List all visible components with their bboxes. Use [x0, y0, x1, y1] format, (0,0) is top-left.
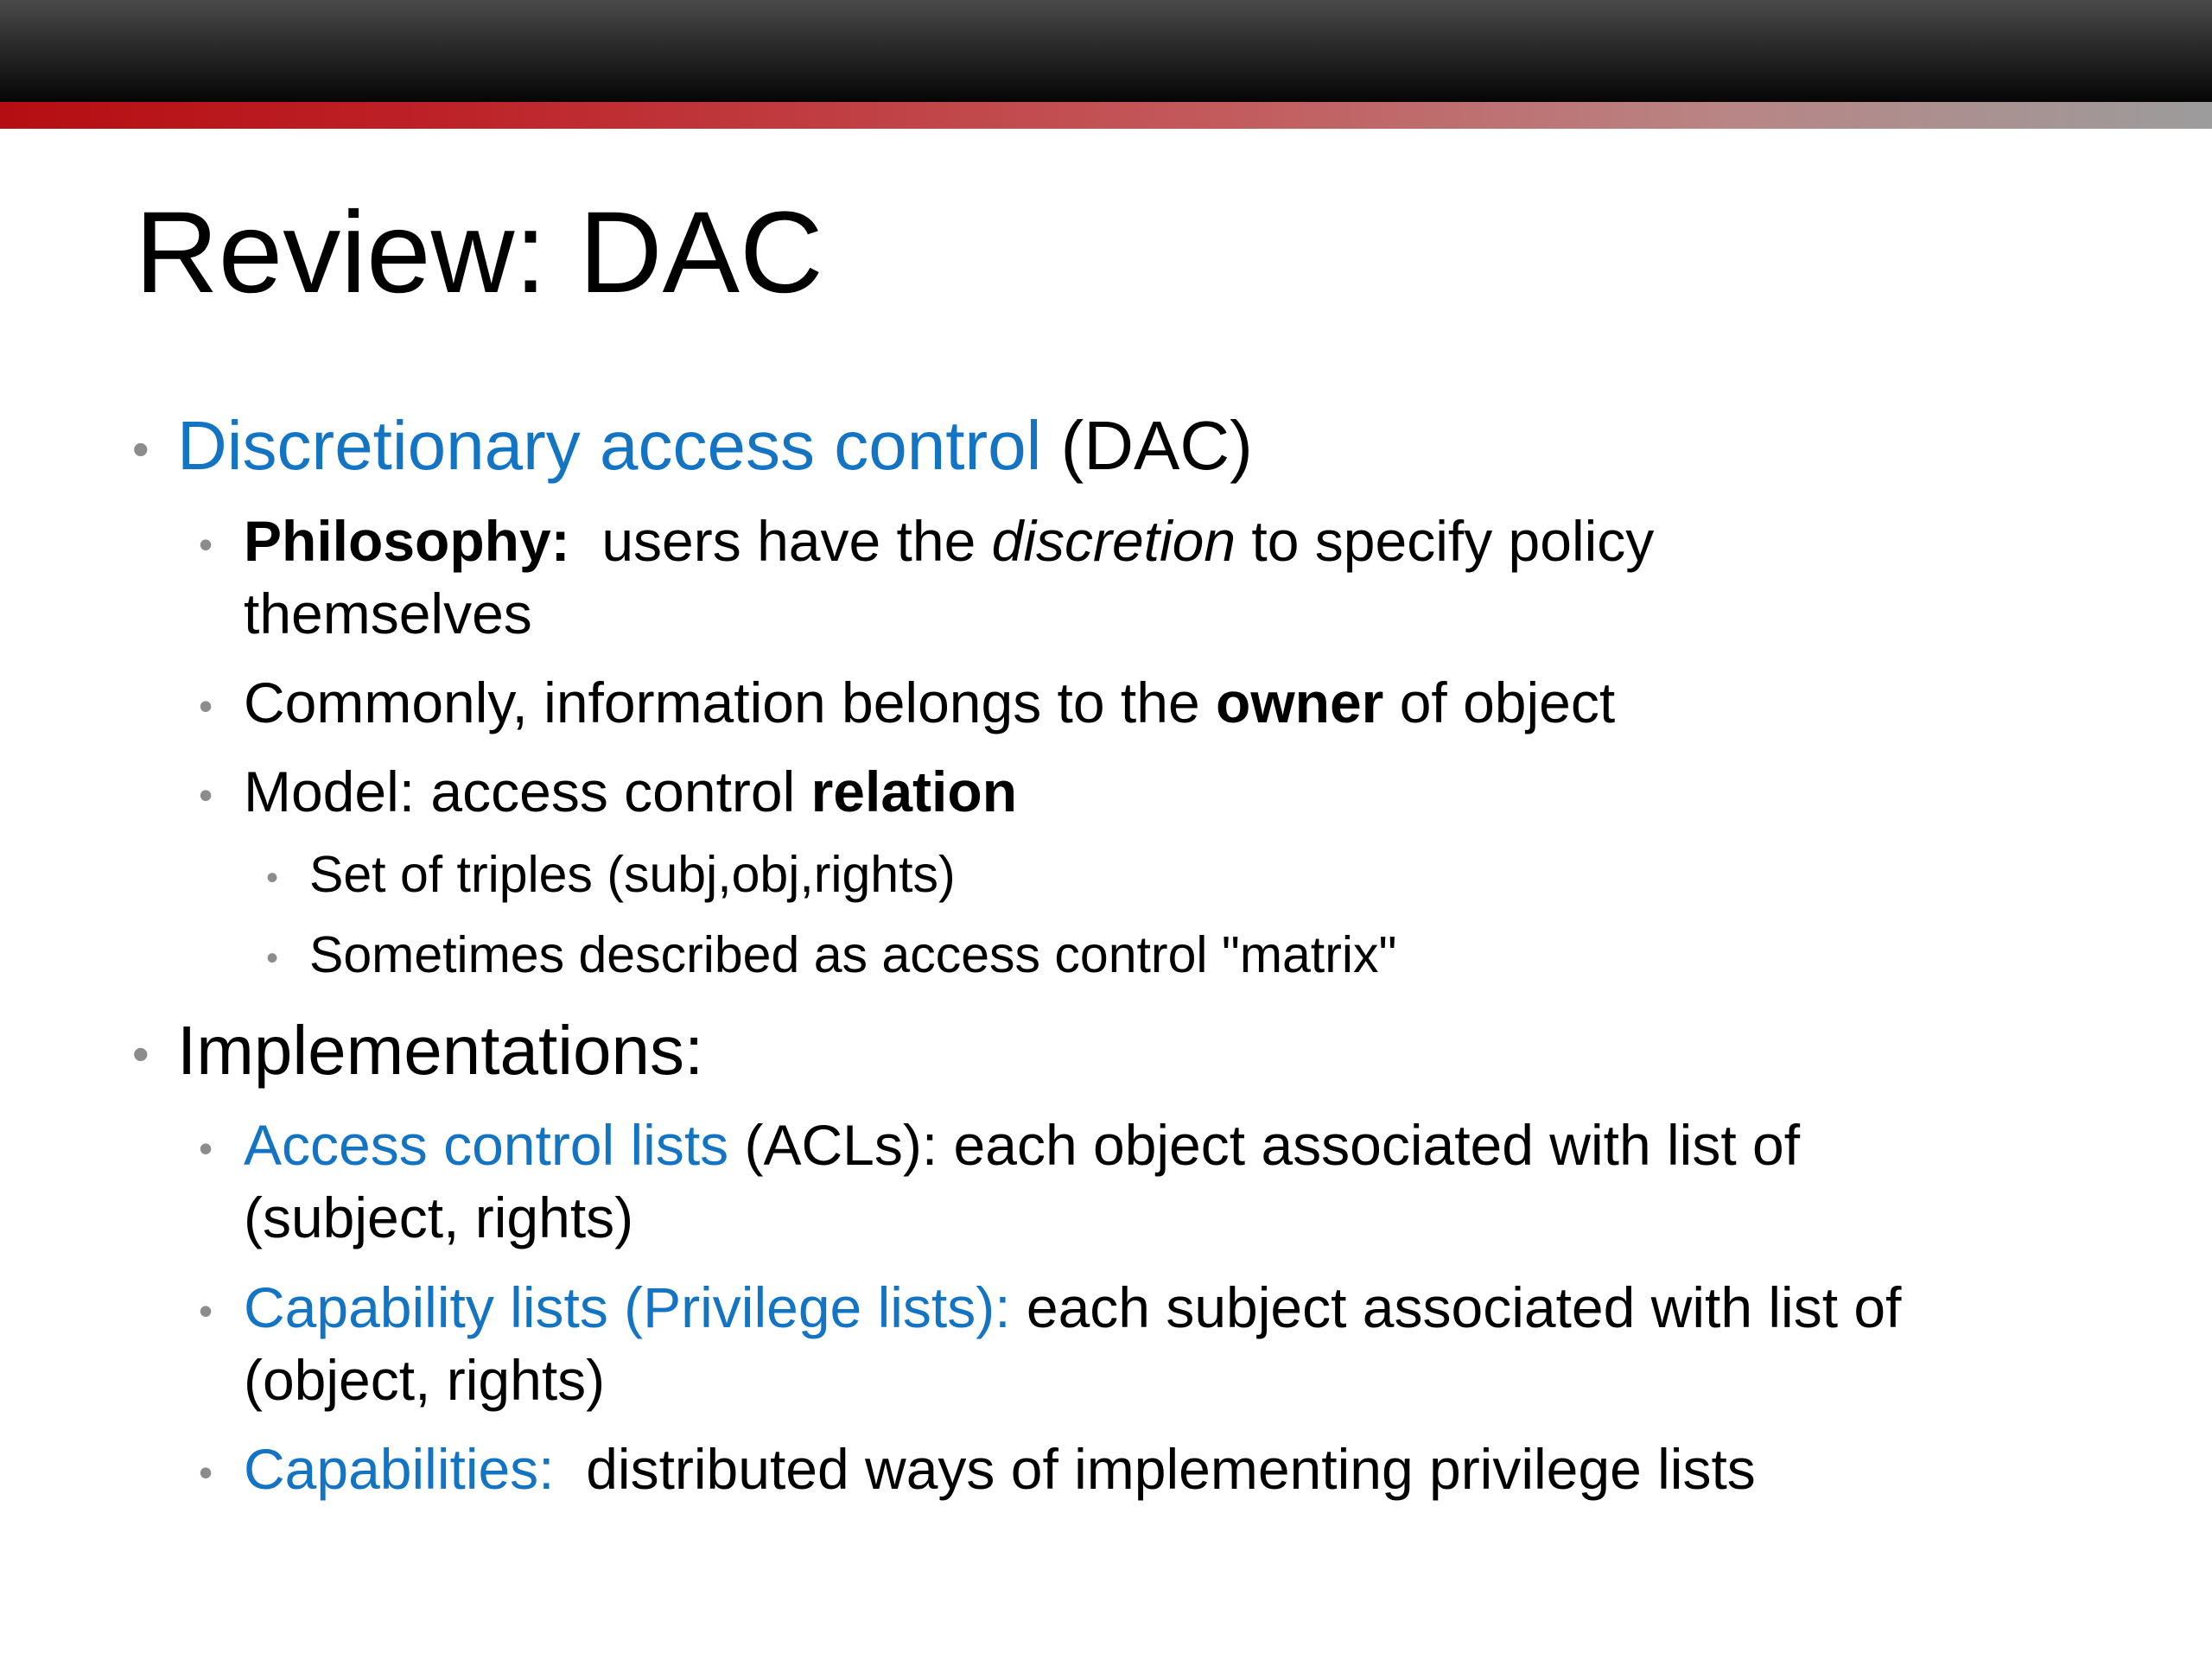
- owner-bold: owner: [1216, 671, 1384, 734]
- philosophy-emphasis: discretion: [991, 509, 1236, 573]
- bullet-model: [199, 754, 1018, 829]
- acl-continuation: [244, 1180, 633, 1255]
- bullet-owner: [199, 665, 1616, 740]
- caplists-continuation: [244, 1343, 605, 1417]
- philosophy-label: Philosophy:: [244, 509, 570, 573]
- bullet-dot-icon: •: [199, 772, 213, 817]
- philosophy-continuation: [244, 576, 532, 651]
- bullet-dot-icon: •: [266, 939, 279, 977]
- triples-text: Set of triples (subj,obj,rights): [309, 846, 956, 903]
- capabilities-term: Capabilities:: [244, 1437, 555, 1501]
- bullet-dot-icon: •: [199, 1450, 213, 1495]
- bullet-dot-icon: •: [132, 422, 149, 476]
- caplists-line2: (object, rights): [244, 1348, 606, 1412]
- bullet-dot-icon: •: [132, 1027, 149, 1081]
- owner-text-pre: Commonly, information belongs to the: [244, 671, 1216, 734]
- bullet-capability-lists: [199, 1270, 1902, 1344]
- capabilities-text: distributed ways of implementing privilege lists: [554, 1437, 1756, 1501]
- bullet-dot-icon: •: [199, 1288, 213, 1333]
- dac-term: Discretionary access control: [177, 407, 1042, 484]
- caplists-text: each subject associated with list of: [1010, 1275, 1902, 1339]
- bullet-capabilities: [199, 1432, 1756, 1506]
- model-text-pre: Model: access control: [244, 760, 811, 823]
- bullet-dot-icon: •: [199, 522, 213, 567]
- acl-text: (ACLs): each object associated with list of: [728, 1113, 1801, 1177]
- acl-term: Access control lists: [244, 1113, 729, 1177]
- bullet-dot-icon: •: [266, 859, 279, 897]
- owner-text-post: of object: [1383, 671, 1616, 734]
- bullet-matrix: [266, 921, 1397, 988]
- model-bold: relation: [810, 760, 1018, 823]
- slide-title: Review: DAC: [135, 188, 823, 317]
- bullet-triples: [266, 841, 956, 908]
- bullet-philosophy: [199, 504, 1655, 578]
- bullet-acl: [199, 1108, 1801, 1182]
- dac-abbr: (DAC): [1041, 407, 1253, 484]
- bullet-dot-icon: •: [199, 1126, 213, 1171]
- philosophy-text-pre: users have the: [569, 509, 992, 573]
- header-bar: [0, 0, 2212, 102]
- philosophy-text-post: to specify policy: [1236, 509, 1655, 573]
- implementations-heading: Implementations:: [177, 1012, 704, 1089]
- accent-stripe: [0, 102, 2212, 129]
- bullet-dot-icon: •: [199, 683, 213, 728]
- acl-line2: (subject, rights): [244, 1185, 634, 1249]
- philosophy-line2: themselves: [244, 582, 532, 645]
- caplists-term: Capability lists (Privilege lists):: [244, 1275, 1011, 1339]
- bullet-implementations: [132, 1007, 704, 1094]
- bullet-dac: [132, 403, 1253, 489]
- matrix-text: Sometimes described as access control "matrix": [309, 926, 1397, 983]
